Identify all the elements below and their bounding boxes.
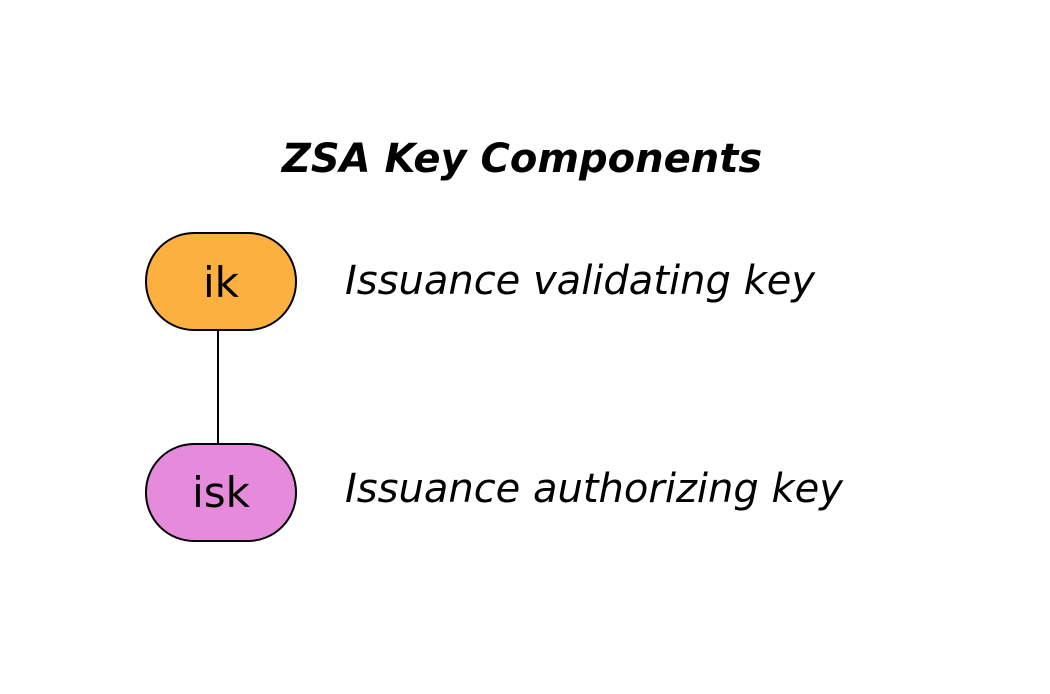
node-ik — [146, 233, 296, 330]
node-isk — [146, 444, 296, 541]
node-isk-label: isk — [192, 468, 250, 517]
node-ik-label: ik — [203, 258, 239, 307]
node-isk-description: Issuance authorizing key — [345, 466, 843, 512]
diagram-title: ZSA Key Components — [281, 136, 763, 182]
node-ik-description: Issuance validating key — [345, 258, 816, 304]
